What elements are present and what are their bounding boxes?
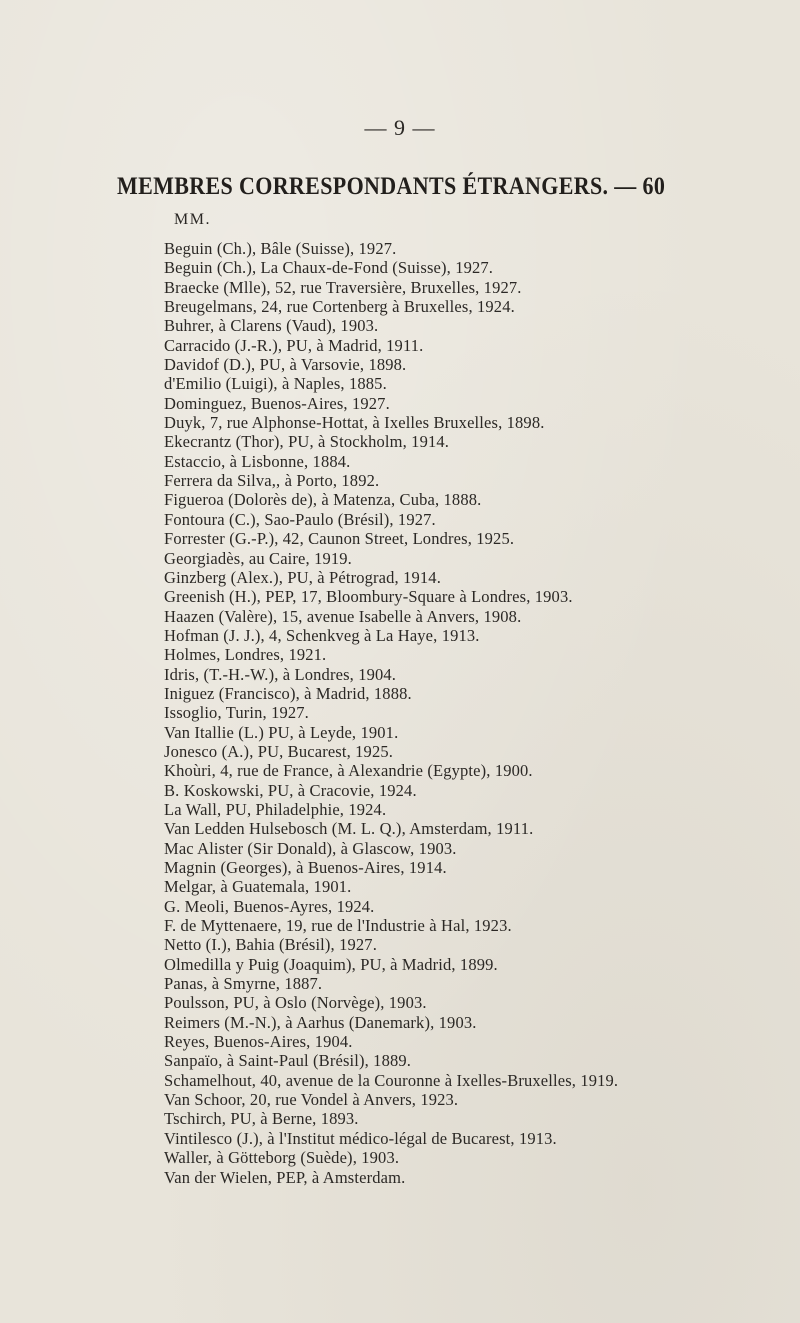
member-entry: Ekecrantz (Thor), PU, à Stockholm, 1914. [164,432,450,452]
member-entry: Olmedilla y Puig (Joaquim), PU, à Madrid, 1899. [164,954,498,974]
member-entry: Magnin (Georges), à Buenos-Aires, 1914. [164,858,447,877]
member-entry: Dominguez, Buenos-Aires, 1927. [164,393,390,413]
member-entry: Tschirch, PU, à Berne, 1893. [164,1109,359,1129]
member-entry: Netto (I.), Bahia (Brésil), 1927. [164,935,377,955]
member-entry: Estaccio, à Lisbonne, 1884. [164,451,351,471]
member-entry: Van der Wielen, PEP, à Amsterdam. [164,1167,406,1187]
member-entry: G. Meoli, Buenos-Ayres, 1924. [164,896,375,916]
member-entry: Mac Alister (Sir Donald), à Glascow, 1903. [164,838,457,858]
member-entry: Poulsson, PU, à Oslo (Norvège), 1903. [164,993,427,1013]
member-entry: Ginzberg (Alex.), PU, à Pétrograd, 1914. [164,567,441,587]
member-entry: Braecke (Mlle), 52, rue Traversière, Bruxelles, 1927. [164,277,522,297]
member-entry: Schamelhout, 40, avenue de la Couronne à Ixelles-Bruxelles, 1919. [164,1070,619,1090]
member-entry: F. de Myttenaere, 19, rue de l'Industrie à Hal, 1923. [164,916,512,936]
member-entry: Beguin (Ch.), La Chaux-de-Fond (Suisse), 1927. [164,258,494,278]
member-entry: Breugelmans, 24, rue Cortenberg à Bruxelles, 1924. [164,297,515,317]
member-entry: Van Ledden Hulsebosch (M. L. Q.), Amsterdam, 1911. [164,819,534,839]
member-entry: Melgar, à Guatemala, 1901. [164,877,352,897]
member-entry: Holmes, Londres, 1921. [164,645,327,665]
page-number: — 9 — [364,115,436,140]
member-entry: Buhrer, à Clarens (Vaud), 1903. [164,316,379,336]
member-entry: Haazen (Valère), 15, avenue Isabelle à Anvers, 1908. [164,606,522,626]
member-entry: Reyes, Buenos-Aires, 1904. [164,1032,353,1052]
member-list [164,239,618,1187]
member-entry: Panas, à Smyrne, 1887. [164,974,323,994]
member-entry: La Wall, PU, Philadelphie, 1924. [164,799,387,819]
member-entry: Hofman (J. J.), 4, Schenkveg à La Haye, 1913. [164,625,480,645]
member-entry: Jonesco (A.), PU, Bucarest, 1925. [164,741,394,761]
member-entry: Forrester (G.-P.), 42, Caunon Street, Londres, 1925. [164,529,515,549]
member-entry: Van Itallie (L.) PU, à Leyde, 1901. [164,722,399,742]
member-entry: Duyk, 7, rue Alphonse-Hottat, à Ixelles Bruxelles, 1898. [164,413,545,433]
section-heading: MEMBRES CORRESPONDANTS ÉTRANGERS. — 60 [117,173,666,200]
member-entry: Idris, (T.-H.-W.), à Londres, 1904. [164,664,397,684]
member-entry: Waller, à Götteborg (Suède), 1903. [164,1148,400,1168]
member-entry: Vintilesco (J.), à l'Institut médico-légal de Bucarest, 1913. [164,1128,557,1148]
member-entry: Beguin (Ch.), Bâle (Suisse), 1927. [164,239,397,258]
salutation: MM. [174,211,211,228]
member-entry: Figueroa (Dolorès de), à Matenza, Cuba, 1888. [164,490,482,510]
member-entry: Carracido (J.-R.), PU, à Madrid, 1911. [164,335,424,355]
member-entry: Reimers (M.-N.), à Aarhus (Danemark), 1903. [164,1012,477,1032]
member-entry: Issoglio, Turin, 1927. [164,703,309,723]
member-entry: Van Schoor, 20, rue Vondel à Anvers, 1923. [164,1090,459,1110]
member-entry: Khoùri, 4, rue de France, à Alexandrie (Egypte), 1900. [164,761,533,781]
member-entry: Iniguez (Francisco), à Madrid, 1888. [164,683,412,703]
member-entry: Ferrera da Silva,, à Porto, 1892. [164,471,380,491]
member-entry: Georgiadès, au Caire, 1919. [164,548,352,568]
member-entry: Greenish (H.), PEP, 17, Bloombury-Square à Londres, 1903. [164,587,573,607]
member-entry: d'Emilio (Luigi), à Naples, 1885. [164,374,387,394]
member-entry: Fontoura (C.), Sao-Paulo (Brésil), 1927. [164,509,436,529]
member-entry: Sanpaïo, à Saint-Paul (Brésil), 1889. [164,1051,412,1071]
member-entry: Davidof (D.), PU, à Varsovie, 1898. [164,355,407,375]
member-entry: B. Koskowski, PU, à Cracovie, 1924. [164,780,417,800]
